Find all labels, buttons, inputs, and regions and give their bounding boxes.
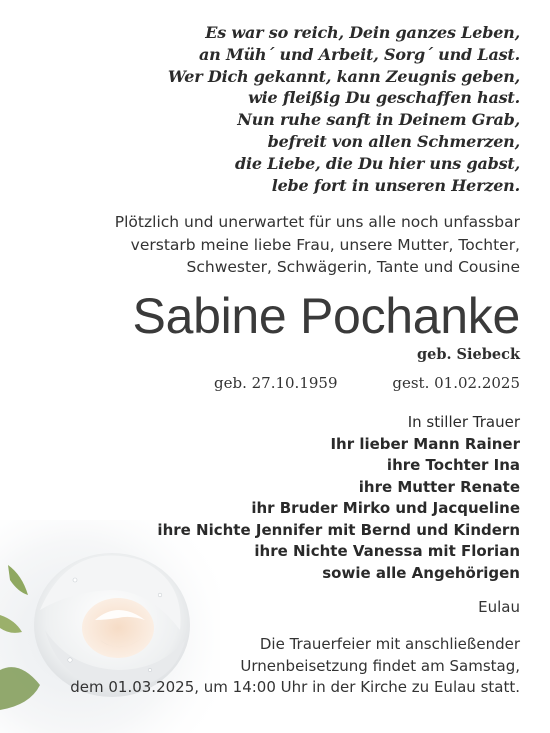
poem-line: Wer Dich gekannt, kann Zeugnis geben, — [167, 66, 520, 86]
poem-line: befreit von allen Schmerzen, — [267, 131, 520, 151]
poem-line: Nun ruhe sanft in Deinem Grab, — [237, 110, 520, 130]
poem — [168, 22, 520, 196]
mourning-lead: In stiller Trauer — [407, 413, 520, 431]
funeral-notice — [70, 634, 520, 699]
mourner-line: Ihr lieber Mann Rainer — [330, 434, 520, 453]
intro-line: Plötzlich und unerwartet für uns alle noch unfassbar — [114, 213, 520, 231]
funeral-line: Die Trauerfeier mit anschließender — [259, 635, 520, 653]
poem-line: lebe fort in unseren Herzen. — [271, 175, 520, 195]
death-date: gest. 01.02.2025 — [392, 374, 520, 392]
poem-line: wie fleißig Du geschaffen hast. — [248, 88, 520, 108]
birth-name: geb. Siebeck — [416, 346, 520, 363]
mourner-line: ihre Nichte Vanessa mit Florian — [254, 542, 520, 560]
life-dates — [0, 374, 520, 396]
funeral-line: Urnenbeisetzung findet am Samstag, — [240, 656, 520, 675]
deceased-name: Sabine Pochanke — [132, 288, 520, 344]
poem-line: die Liebe, die Du hier uns gabst, — [235, 153, 520, 173]
birth-date: geb. 27.10.1959 — [214, 374, 338, 392]
mourner-line: ihr Bruder Mirko und Jacqueline — [251, 499, 520, 517]
intro-text — [115, 211, 520, 279]
mourner-line: ihre Nichte Jennifer mit Bernd und Kindern — [157, 520, 520, 539]
intro-line: Schwester, Schwägerin, Tante und Cousine — [186, 258, 520, 276]
place-name: Eulau — [478, 598, 520, 616]
intro-line: verstarb meine liebe Frau, unsere Mutter, Tochter, — [130, 235, 520, 254]
mourners — [157, 412, 520, 584]
mourner-line: ihre Tochter Ina — [386, 456, 520, 474]
poem-line: an Müh´ und Arbeit, Sorg´ und Last. — [199, 44, 520, 64]
mourner-line: sowie alle Angehörigen — [322, 563, 520, 582]
mourner-line: ihre Mutter Renate — [358, 477, 520, 496]
poem-line: Es war so reich, Dein ganzes Leben, — [205, 23, 520, 42]
funeral-line: dem 01.03.2025, um 14:00 Uhr in der Kirche zu Eulau statt. — [70, 678, 520, 696]
